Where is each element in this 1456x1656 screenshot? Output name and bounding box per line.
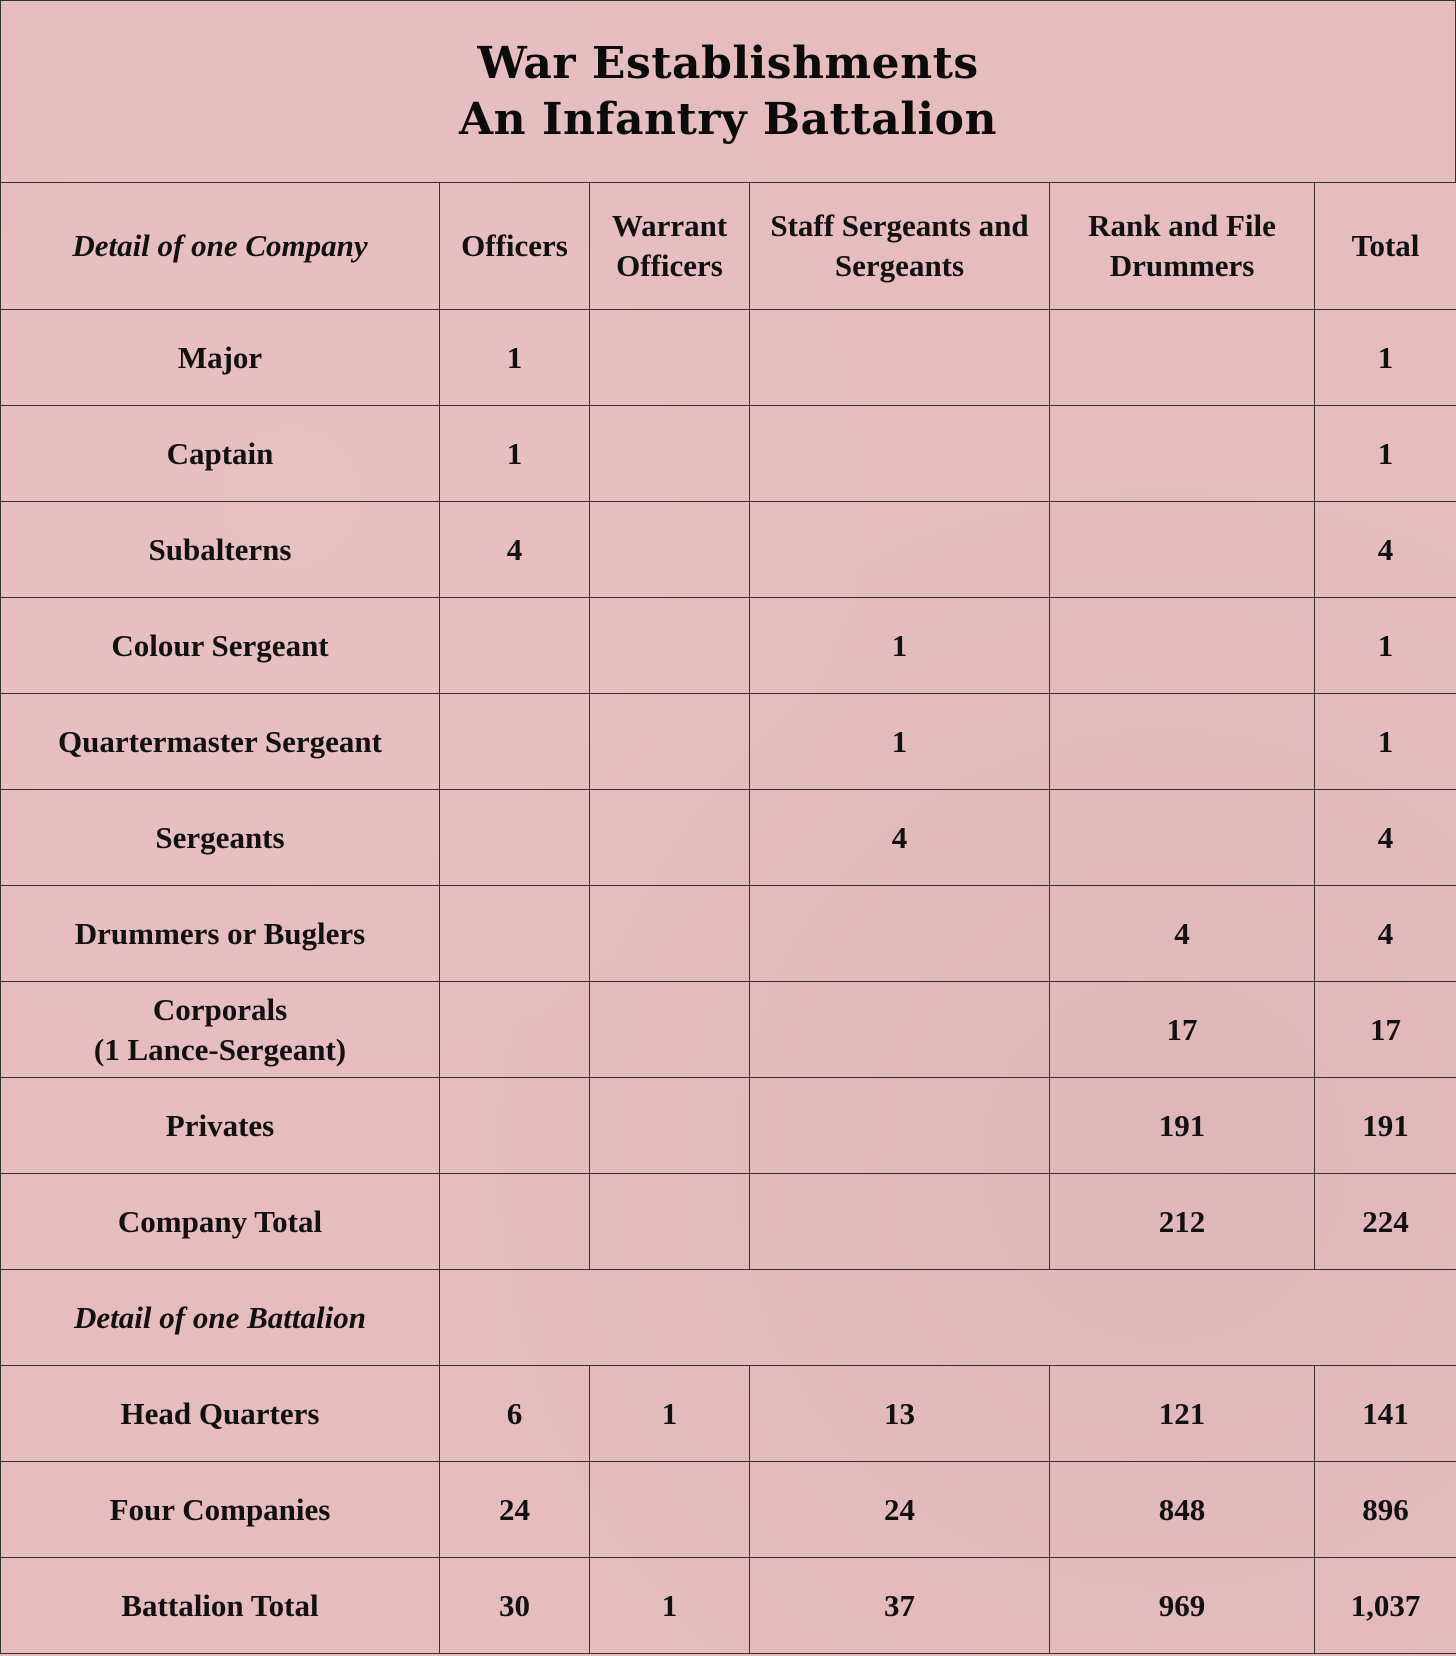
header-officers: Officers — [440, 183, 590, 310]
warrant-officers-cell — [590, 1462, 750, 1558]
total-cell: 191 — [1315, 1078, 1456, 1174]
row-label-cell — [1, 1558, 440, 1654]
battalion-heading: Detail of one Battalion — [1, 1270, 440, 1366]
header-row — [1, 183, 1456, 310]
sergeants-cell: 37 — [750, 1558, 1050, 1654]
row-label-cell — [1, 694, 440, 790]
total-cell: 224 — [1315, 1174, 1456, 1270]
row-label: Head Quarters — [120, 1395, 320, 1431]
total-cell: 17 — [1315, 982, 1456, 1078]
row-label-cell — [1, 502, 440, 598]
warrant-officers-cell — [590, 790, 750, 886]
warrant-officers-cell — [590, 982, 750, 1078]
rank-and-file-cell: 212 — [1050, 1174, 1315, 1270]
row-label: Sergeants — [155, 819, 285, 855]
warrant-officers-cell — [590, 1174, 750, 1270]
table-row — [1, 1366, 1456, 1462]
row-label-cell — [1, 1174, 440, 1270]
title-line-2: An Infantry Battalion — [459, 93, 997, 145]
table-row — [1, 406, 1456, 502]
rank-and-file-cell — [1050, 598, 1315, 694]
officers-cell — [440, 790, 590, 886]
table-row — [1, 790, 1456, 886]
total-cell: 4 — [1315, 886, 1456, 982]
title-line-1: War Establishments — [477, 37, 979, 89]
warrant-officers-cell — [590, 598, 750, 694]
header-total: Total — [1315, 183, 1456, 310]
table-row — [1, 1078, 1456, 1174]
warrant-officers-cell — [590, 886, 750, 982]
row-label-cell — [1, 310, 440, 406]
title-block — [0, 0, 1456, 182]
sergeants-cell: 4 — [750, 790, 1050, 886]
table-row — [1, 694, 1456, 790]
battalion-heading-blank — [440, 1270, 1456, 1366]
total-cell: 4 — [1315, 790, 1456, 886]
table-row — [1, 886, 1456, 982]
officers-cell — [440, 598, 590, 694]
row-label-cell — [1, 598, 440, 694]
rank-and-file-cell — [1050, 502, 1315, 598]
table-row — [1, 598, 1456, 694]
table-row — [1, 982, 1456, 1078]
total-cell: 1 — [1315, 406, 1456, 502]
rank-and-file-cell — [1050, 790, 1315, 886]
warrant-officers-cell: 1 — [590, 1366, 750, 1462]
row-label-cell — [1, 790, 440, 886]
rank-and-file-cell — [1050, 406, 1315, 502]
warrant-officers-cell — [590, 694, 750, 790]
officers-cell — [440, 982, 590, 1078]
officers-cell — [440, 886, 590, 982]
row-label: Colour Sergeant — [111, 627, 329, 663]
table-row — [1, 502, 1456, 598]
total-cell: 1 — [1315, 598, 1456, 694]
header-detail-company: Detail of one Company — [1, 183, 440, 310]
table-body — [1, 310, 1456, 1654]
officers-cell: 4 — [440, 502, 590, 598]
officers-cell: 30 — [440, 1558, 590, 1654]
officers-cell: 24 — [440, 1462, 590, 1558]
sergeants-cell — [750, 406, 1050, 502]
row-label: Four Companies — [109, 1491, 331, 1527]
sergeants-cell: 13 — [750, 1366, 1050, 1462]
warrant-officers-cell — [590, 502, 750, 598]
rank-and-file-cell: 17 — [1050, 982, 1315, 1078]
rank-and-file-cell — [1050, 310, 1315, 406]
row-label: Subalterns — [148, 531, 292, 567]
row-label-cell — [1, 406, 440, 502]
rank-and-file-cell: 969 — [1050, 1558, 1315, 1654]
row-label-cell — [1, 1366, 440, 1462]
officers-cell: 6 — [440, 1366, 590, 1462]
sergeants-cell: 24 — [750, 1462, 1050, 1558]
sergeants-cell — [750, 310, 1050, 406]
header-staff-sergeants: Staff Sergeants and Sergeants — [750, 183, 1050, 310]
officers-cell: 1 — [440, 406, 590, 502]
sergeants-cell — [750, 1174, 1050, 1270]
sergeants-cell — [750, 982, 1050, 1078]
row-label-cell — [1, 886, 440, 982]
row-label: Quartermaster Sergeant — [58, 723, 382, 759]
total-cell: 141 — [1315, 1366, 1456, 1462]
rank-and-file-cell: 191 — [1050, 1078, 1315, 1174]
sergeants-cell: 1 — [750, 694, 1050, 790]
total-cell: 4 — [1315, 502, 1456, 598]
rank-and-file-cell — [1050, 694, 1315, 790]
total-cell: 1,037 — [1315, 1558, 1456, 1654]
row-label: Captain — [166, 435, 274, 471]
table-row — [1, 1462, 1456, 1558]
row-label: Company Total — [117, 1203, 323, 1239]
table-row — [1, 1174, 1456, 1270]
warrant-officers-cell: 1 — [590, 1558, 750, 1654]
table-row — [1, 1558, 1456, 1654]
sergeants-cell: 1 — [750, 598, 1050, 694]
row-label-cell — [1, 1462, 440, 1558]
row-label: Major — [177, 339, 263, 375]
row-label-sub: (1 Lance-Sergeant) — [93, 1031, 347, 1067]
header-rank-and-file: Rank and File Drummers — [1050, 183, 1315, 310]
table-row — [1, 310, 1456, 406]
row-label: Drummers or Buglers — [74, 915, 366, 951]
row-label-cell — [1, 982, 440, 1078]
officers-cell: 1 — [440, 310, 590, 406]
warrant-officers-cell — [590, 1078, 750, 1174]
row-label-cell — [1, 1078, 440, 1174]
battalion-heading-row — [1, 1270, 1456, 1366]
total-cell: 1 — [1315, 310, 1456, 406]
row-label: Battalion Total — [121, 1587, 319, 1623]
sergeants-cell — [750, 886, 1050, 982]
sergeants-cell — [750, 1078, 1050, 1174]
rank-and-file-cell: 121 — [1050, 1366, 1315, 1462]
officers-cell — [440, 694, 590, 790]
total-cell: 1 — [1315, 694, 1456, 790]
officers-cell — [440, 1078, 590, 1174]
header-warrant-officers: Warrant Officers — [590, 183, 750, 310]
sergeants-cell — [750, 502, 1050, 598]
warrant-officers-cell — [590, 406, 750, 502]
rank-and-file-cell: 848 — [1050, 1462, 1315, 1558]
row-label: Corporals — [152, 991, 288, 1027]
total-cell: 896 — [1315, 1462, 1456, 1558]
officers-cell — [440, 1174, 590, 1270]
row-label: Privates — [165, 1107, 275, 1143]
establishment-table — [0, 182, 1456, 1654]
rank-and-file-cell: 4 — [1050, 886, 1315, 982]
warrant-officers-cell — [590, 310, 750, 406]
